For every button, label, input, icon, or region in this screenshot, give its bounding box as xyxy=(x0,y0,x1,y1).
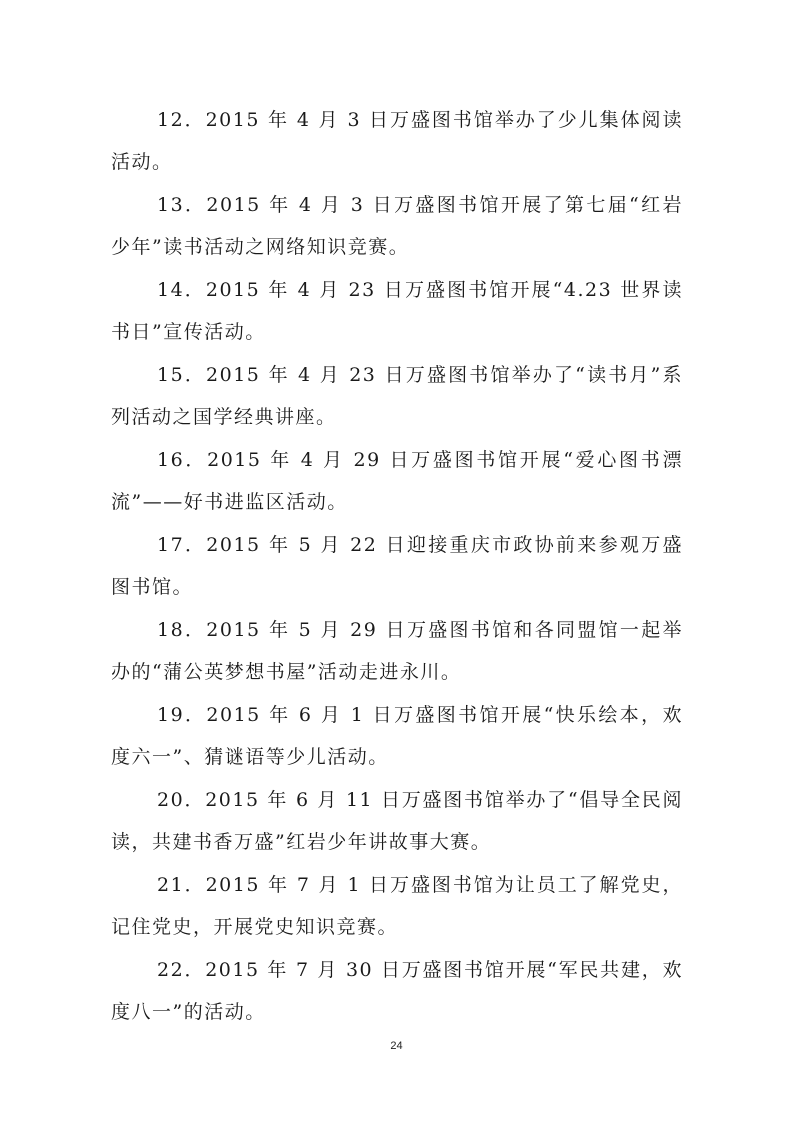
event-list xyxy=(111,99,683,1034)
list-item: 21．2015 年 7 月 1 日万盛图书馆为让员工了解党史，记住党史，开展党史知识竞赛。 xyxy=(111,874,683,938)
list-item: 12．2015 年 4 月 3 日万盛图书馆举办了少儿集体阅读活动。 xyxy=(111,109,683,173)
list-item: 14．2015 年 4 月 23 日万盛图书馆开展“4.23 世界读书日”宣传活动。 xyxy=(111,279,683,343)
list-item: 22．2015 年 7 月 30 日万盛图书馆开展“军民共建，欢度八一”的活动。 xyxy=(111,959,683,1023)
list-item: 20．2015 年 6 月 11 日万盛图书馆举办了“倡导全民阅读，共建书香万盛”红岩少年讲故事大赛。 xyxy=(111,789,683,853)
list-item: 19．2015 年 6 月 1 日万盛图书馆开展“快乐绘本，欢度六一”、猜谜语等少儿活动。 xyxy=(111,704,683,768)
list-item: 13．2015 年 4 月 3 日万盛图书馆开展了第七届“红岩少年”读书活动之网络知识竞赛。 xyxy=(111,194,683,258)
list-item: 15．2015 年 4 月 23 日万盛图书馆举办了“读书月”系列活动之国学经典讲座。 xyxy=(111,364,683,428)
list-item: 16．2015 年 4 月 29 日万盛图书馆开展“爱心图书漂流”——好书进监区活动。 xyxy=(111,449,683,513)
list-item: 18．2015 年 5 月 29 日万盛图书馆和各同盟馆一起举办的“蒲公英梦想书屋”活动走进永川。 xyxy=(111,619,683,683)
page-number: 24 xyxy=(390,1040,403,1052)
list-item: 17．2015 年 5 月 22 日迎接重庆市政协前来参观万盛图书馆。 xyxy=(111,534,683,598)
